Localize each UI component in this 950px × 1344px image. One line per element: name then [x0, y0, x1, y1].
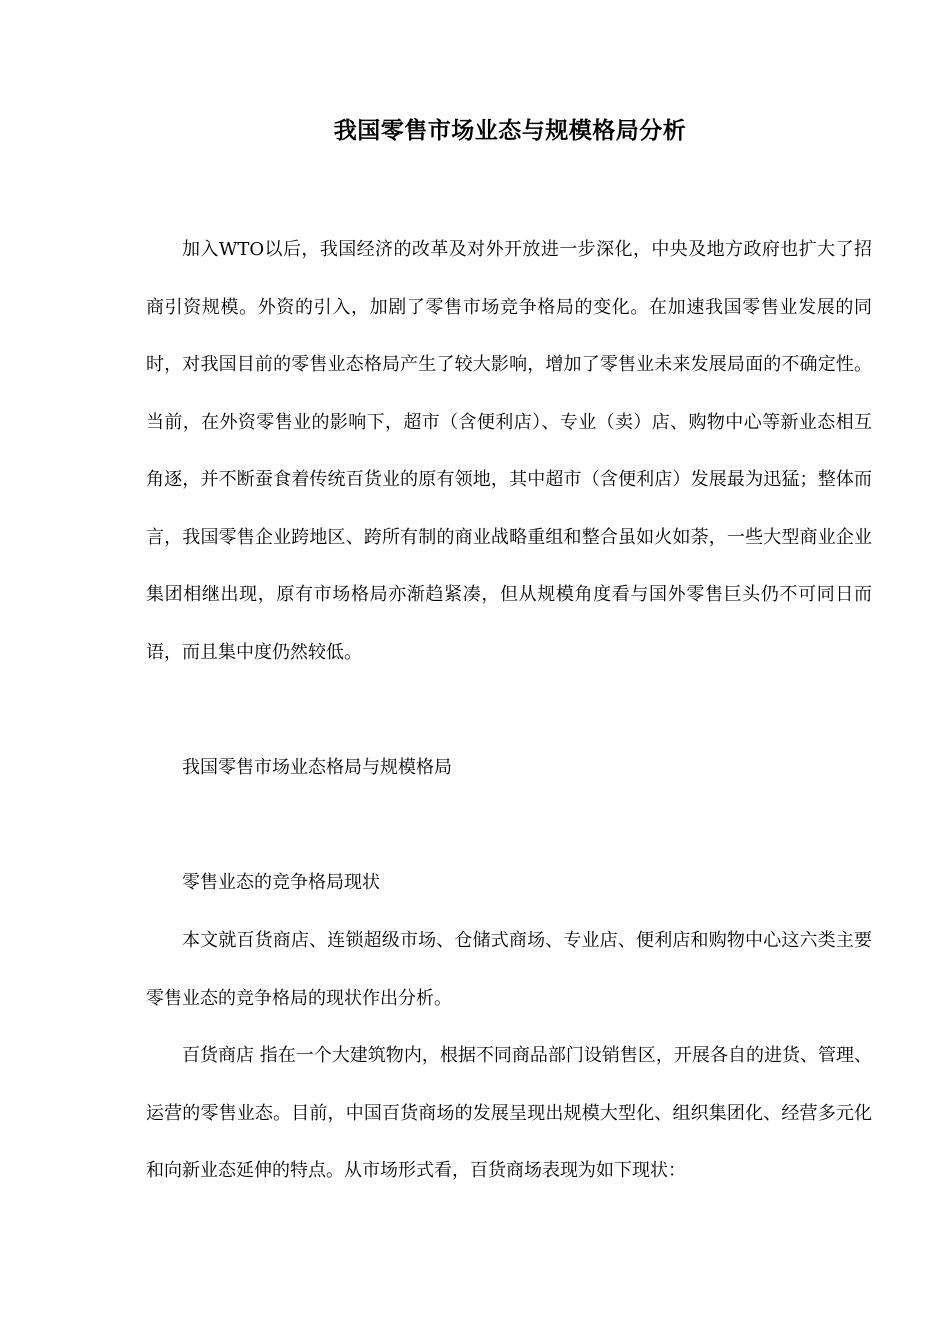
section-heading: 我国零售市场业态格局与规模格局: [182, 757, 452, 778]
paragraph-department-store: 百货商店 指在一个大建筑物内，根据不同商品部门设销售区，开展各自的进货、管理、运营的零售业态。目前，中国百货商场的发展呈现出规模大型化、组织集团化、经营多元化和向新业态延伸的特点。从市场形式看，百货商场表现为如下现状：: [146, 1045, 872, 1181]
subsection-heading: 零售业态的竞争格局现状: [182, 872, 380, 893]
paragraph-retail-formats: 本文就百货商店、连锁超级市场、仓储式商场、专业店、便利店和购物中心这六类主要零售业态的竞争格局的现状作出分析。: [146, 930, 872, 1009]
document-title: 我国零售市场业态与规模格局分析: [333, 117, 687, 144]
intro-paragraph: 加入WTO以后，我国经济的改革及对外开放进一步深化，中央及地方政府也扩大了招商引资规模。外资的引入，加剧了零售市场竞争格局的变化。在加速我国零售业发展的同时，对我国目前的零售业态格局产生了较大影响，增加了零售业未来发展局面的不确定性。当前，在外资零售业的影响下，超市（含便利店）、专业（卖）店、购物中心等新业态相互角逐，并不断蚕食着传统百货业的原有领地，其中超市（含便利店）发展最为迅猛；整体而言，我国零售企业跨地区、跨所有制的商业战略重组和整合虽如火如荼，一些大型商业企业集团相继出现，原有市场格局亦渐趋紧凑，但从规模角度看与国外零售巨头仍不可同日而语，而且集中度仍然较低。: [146, 239, 872, 663]
